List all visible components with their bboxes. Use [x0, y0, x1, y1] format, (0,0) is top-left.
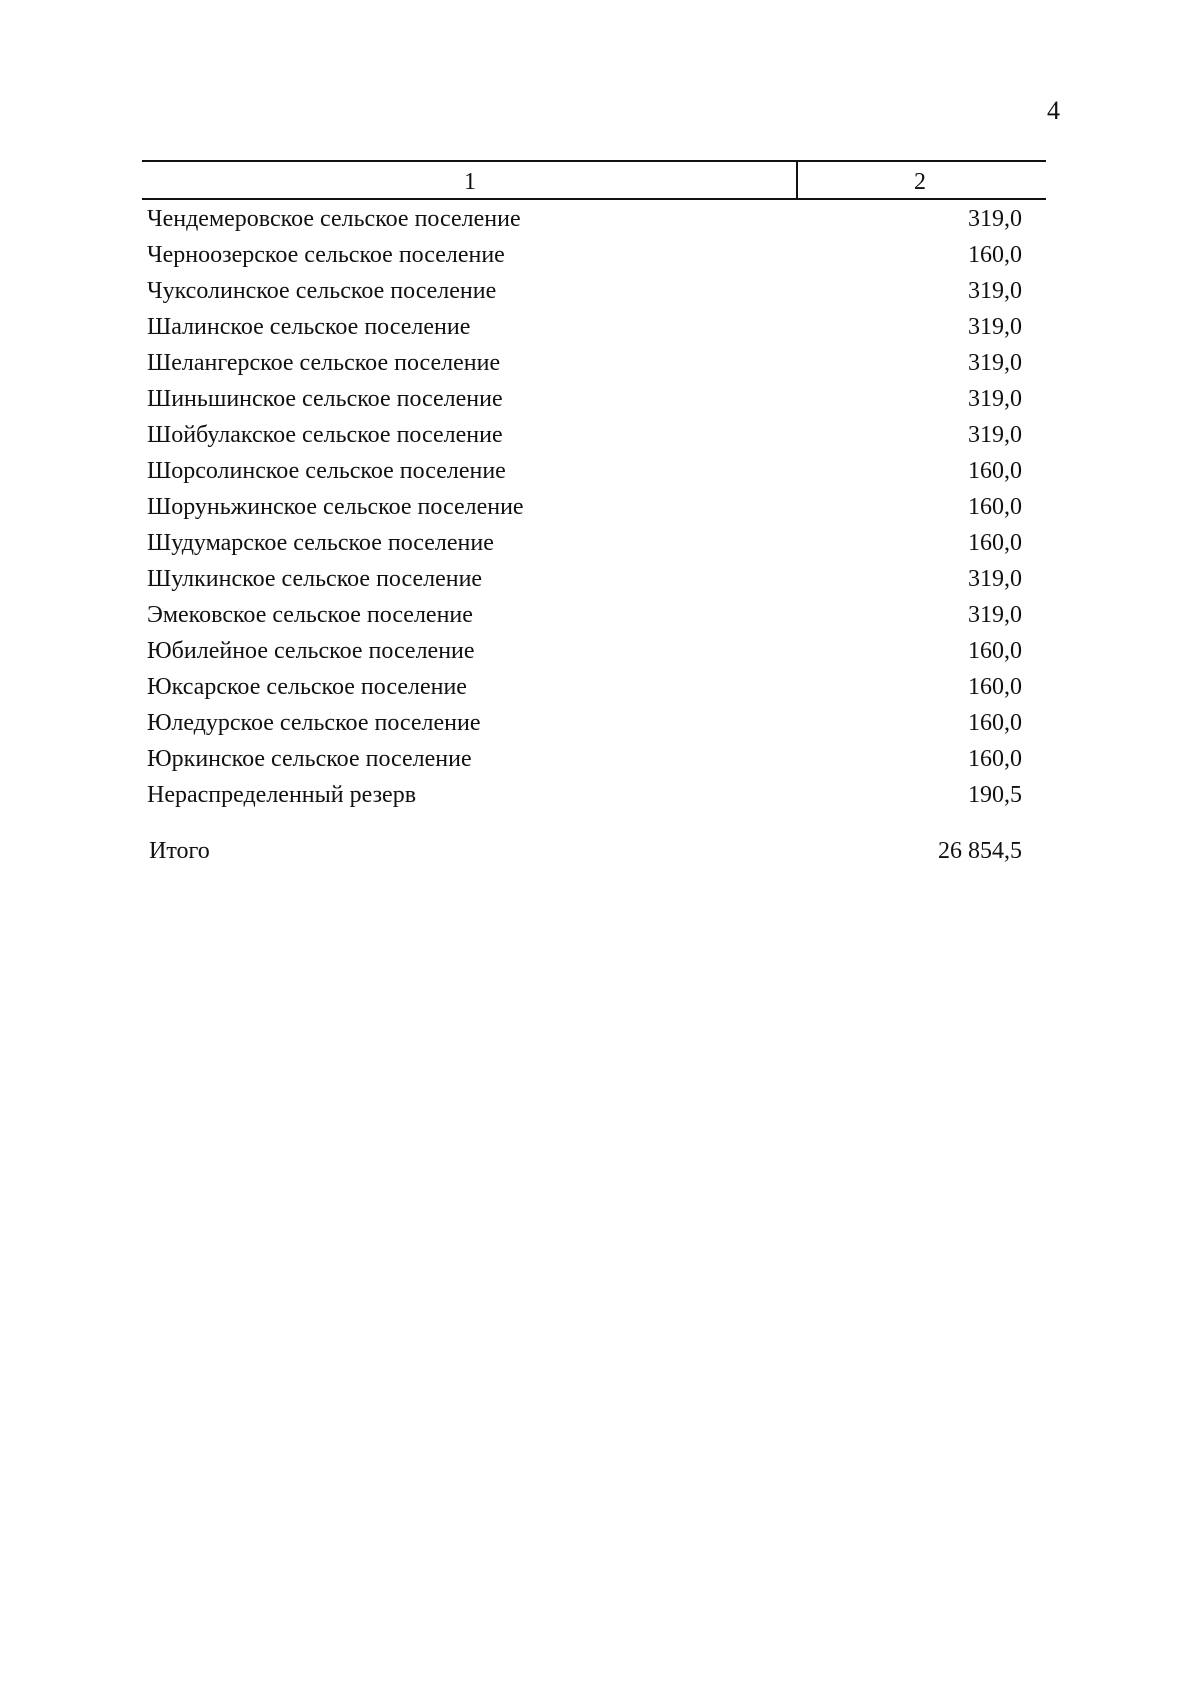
table-row: [147, 240, 1022, 276]
table-row: [147, 636, 1022, 672]
table-header: [142, 160, 1046, 200]
row-name: Чуксолинское сельское поселение: [147, 278, 497, 304]
row-value: 160,0: [968, 494, 1022, 520]
row-value: 319,0: [968, 386, 1022, 412]
row-value: 319,0: [968, 566, 1022, 592]
row-name: Черноозерское сельское поселение: [147, 242, 505, 268]
row-name: Шелангерское сельское поселение: [147, 350, 501, 376]
row-value: 319,0: [968, 602, 1022, 628]
table-row: [147, 456, 1022, 492]
row-name: Шоруньжинское сельское поселение: [147, 494, 524, 520]
column-header-1: 1: [464, 169, 476, 195]
table-row: [147, 204, 1022, 240]
table-row: [147, 528, 1022, 564]
row-name: Юркинское сельское поселение: [147, 746, 472, 772]
row-name: Нераспределенный резерв: [147, 782, 417, 808]
row-name: Шудумарское сельское поселение: [147, 530, 494, 556]
row-name: Эмековское сельское поселение: [147, 602, 473, 628]
table-body: [147, 204, 1022, 816]
page-number: 4: [1047, 96, 1060, 125]
row-value: 160,0: [968, 242, 1022, 268]
row-name: Шорсолинское сельское поселение: [147, 458, 506, 484]
row-name: Шиньшинское сельское поселение: [147, 386, 503, 412]
row-name: Чендемеровское сельское поселение: [147, 206, 521, 232]
table-row: [147, 276, 1022, 312]
total-value: 26 854,5: [938, 838, 1022, 864]
table-row: [147, 492, 1022, 528]
column-header-2: 2: [914, 169, 926, 195]
table-row: [147, 312, 1022, 348]
row-name: Шойбулакское сельское поселение: [147, 422, 503, 448]
row-name: Юксарское сельское поселение: [147, 674, 467, 700]
row-value: 160,0: [968, 458, 1022, 484]
row-value: 160,0: [968, 638, 1022, 664]
table-row: [147, 708, 1022, 744]
total-label: Итого: [149, 838, 210, 864]
table-row: [147, 564, 1022, 600]
row-value: 319,0: [968, 206, 1022, 232]
total-row: [149, 836, 1022, 866]
row-value: 160,0: [968, 674, 1022, 700]
row-value: 319,0: [968, 350, 1022, 376]
row-value: 160,0: [968, 746, 1022, 772]
row-value: 319,0: [968, 314, 1022, 340]
table-row: [147, 600, 1022, 636]
table-row: [147, 348, 1022, 384]
row-name: Юледурское сельское поселение: [147, 710, 481, 736]
table-row: [147, 780, 1022, 816]
table-row: [147, 744, 1022, 780]
row-value: 160,0: [968, 710, 1022, 736]
row-name: Шулкинское сельское поселение: [147, 566, 483, 592]
row-value: 319,0: [968, 278, 1022, 304]
table-row: [147, 672, 1022, 708]
row-value: 319,0: [968, 422, 1022, 448]
row-name: Шалинское сельское поселение: [147, 314, 471, 340]
row-value: 190,5: [968, 782, 1022, 808]
table-row: [147, 420, 1022, 456]
table-row: [147, 384, 1022, 420]
column-divider: [796, 162, 798, 198]
row-value: 160,0: [968, 530, 1022, 556]
row-name: Юбилейное сельское поселение: [147, 638, 475, 664]
